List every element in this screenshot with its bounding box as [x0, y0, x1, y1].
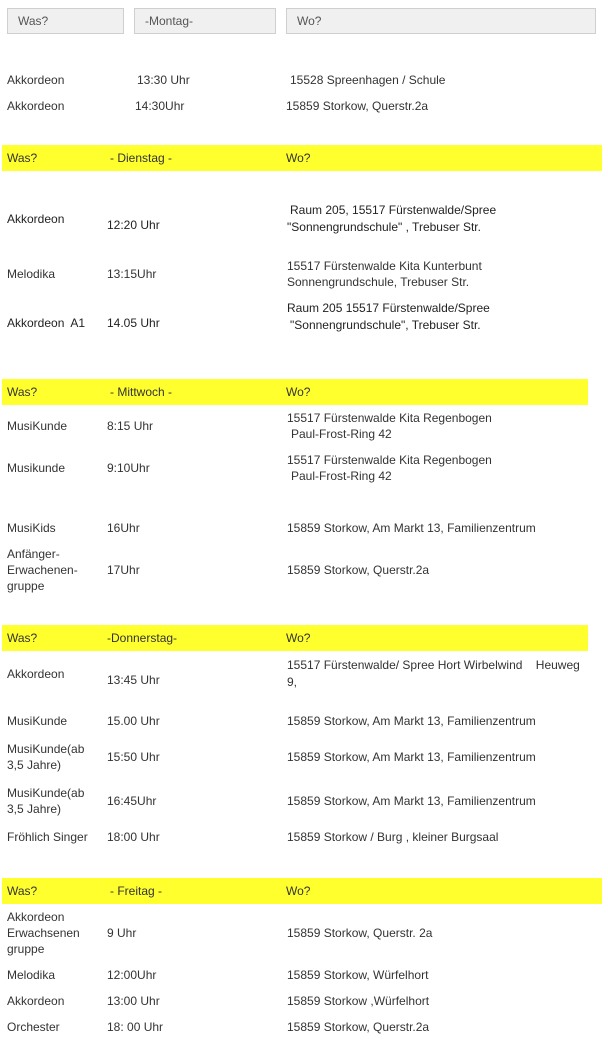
- activity: Fröhlich Singer: [7, 830, 88, 844]
- activity-line-2: 3,5 Jahre): [7, 802, 62, 816]
- activity: Akkordeon: [7, 99, 65, 113]
- location: 15528 Spreenhagen / Schule: [290, 73, 446, 87]
- activity: Akkordeon: [7, 212, 65, 226]
- activity-line-3: gruppe: [7, 942, 45, 956]
- time: 8:15 Uhr: [107, 419, 154, 433]
- location: 15859 Storkow ,Würfelhort: [287, 994, 430, 1008]
- location-line-1: 15517 Fürstenwalde/ Spree Hort Wirbelwind Heuweg: [287, 658, 580, 672]
- time: 16:45Uhr: [107, 794, 157, 808]
- location-line-2: Paul-Frost-Ring 42: [291, 427, 392, 441]
- activity-line-3: gruppe: [7, 579, 45, 593]
- location-line-2: "Sonnengrundschule" , Trebuser Str.: [287, 220, 481, 234]
- time: 15.00 Uhr: [107, 714, 160, 728]
- activity-line-2: Erwachsenen: [7, 926, 80, 940]
- wo-header: Wo?: [286, 884, 311, 898]
- activity: Akkordeon: [7, 73, 65, 87]
- wo-header: Wo?: [286, 631, 311, 645]
- mittwoch-header-bar: [2, 379, 588, 405]
- time: 18: 00 Uhr: [107, 1020, 164, 1034]
- location: 15859 Storkow, Am Markt 13, Familienzentrum: [287, 794, 536, 808]
- time: 14.05 Uhr: [107, 316, 160, 330]
- was-header: Was?: [7, 151, 38, 165]
- activity: Musikunde: [7, 461, 66, 475]
- location: 15859 Storkow, Querstr.2a: [287, 563, 430, 577]
- time: 12:20 Uhr: [107, 218, 160, 232]
- was-header: Was?: [7, 884, 38, 898]
- location: 15859 Storkow, Querstr. 2a: [287, 926, 433, 940]
- location: 15859 Storkow, Querstr.2a: [287, 1020, 430, 1034]
- day-header: - Mittwoch -: [110, 385, 173, 399]
- location-line-1: Raum 205, 15517 Fürstenwalde/Spree: [290, 203, 497, 217]
- activity: Akkordeon: [7, 994, 65, 1008]
- location-line-2: 9,: [287, 675, 298, 689]
- donnerstag-header-bar: [2, 625, 588, 651]
- time: 17Uhr: [107, 563, 140, 577]
- location-line-1: 15517 Fürstenwalde Kita Kunterbunt: [287, 259, 482, 273]
- montag-wo-header: Wo?: [286, 8, 596, 34]
- time: 13:45 Uhr: [107, 673, 160, 687]
- location-line-2: "Sonnengrundschule", Trebuser Str.: [290, 318, 481, 332]
- wo-header: Wo?: [286, 385, 311, 399]
- time: 9 Uhr: [107, 926, 137, 940]
- activity: MusiKunde: [7, 419, 68, 433]
- time: 14:30Uhr: [135, 99, 185, 113]
- location-line-2: Paul-Frost-Ring 42: [291, 469, 392, 483]
- time: 9:10Uhr: [107, 461, 150, 475]
- was-header: Was?: [7, 631, 38, 645]
- activity: Orchester: [7, 1020, 60, 1034]
- location-line-1: 15517 Fürstenwalde Kita Regenbogen: [287, 453, 492, 467]
- time: 12:00Uhr: [107, 968, 157, 982]
- wo-header: Wo?: [286, 151, 311, 165]
- location: 15859 Storkow, Am Markt 13, Familienzentrum: [287, 750, 536, 764]
- time: 16Uhr: [107, 521, 140, 535]
- day-header: - Dienstag -: [110, 151, 173, 165]
- location-line-2: Sonnengrundschule, Trebuser Str.: [287, 275, 470, 289]
- activity-line-2: Erwachenen-: [7, 563, 78, 577]
- montag-day-header: -Montag-: [134, 8, 276, 34]
- location: 15859 Storkow, Würfelhort: [287, 968, 429, 982]
- activity: MusiKids: [7, 521, 56, 535]
- freitag-header-bar: [2, 878, 602, 904]
- time: 13:30 Uhr: [137, 73, 190, 87]
- time: 15:50 Uhr: [107, 750, 160, 764]
- day-header: - Freitag -: [110, 884, 163, 898]
- dienstag-header-bar: [2, 145, 602, 171]
- activity: Akkordeon: [7, 667, 65, 681]
- activity-line-1: MusiKunde(ab: [7, 786, 85, 800]
- activity-line-1: Anfänger-: [7, 547, 60, 561]
- activity-line-1: MusiKunde(ab: [7, 742, 85, 756]
- time: 18:00 Uhr: [107, 830, 160, 844]
- activity: Melodika: [7, 968, 56, 982]
- location: 15859 Storkow, Querstr.2a: [286, 99, 429, 113]
- time: 13:00 Uhr: [107, 994, 160, 1008]
- location-line-1: Raum 205 15517 Fürstenwalde/Spree: [287, 301, 490, 315]
- activity-line-1: Akkordeon: [7, 910, 65, 924]
- activity: Melodika: [7, 267, 56, 281]
- location: 15859 Storkow / Burg , kleiner Burgsaal: [287, 830, 499, 844]
- location-line-1: 15517 Fürstenwalde Kita Regenbogen: [287, 411, 492, 425]
- activity: Akkordeon A1: [7, 316, 86, 330]
- location: 15859 Storkow, Am Markt 13, Familienzentrum: [287, 521, 536, 535]
- activity: MusiKunde: [7, 714, 68, 728]
- location: 15859 Storkow, Am Markt 13, Familienzentrum: [287, 714, 536, 728]
- day-header: -Donnerstag-: [107, 631, 178, 645]
- montag-was-header: Was?: [7, 8, 124, 34]
- was-header: Was?: [7, 385, 38, 399]
- time: 13:15Uhr: [107, 267, 157, 281]
- activity-line-2: 3,5 Jahre): [7, 758, 62, 772]
